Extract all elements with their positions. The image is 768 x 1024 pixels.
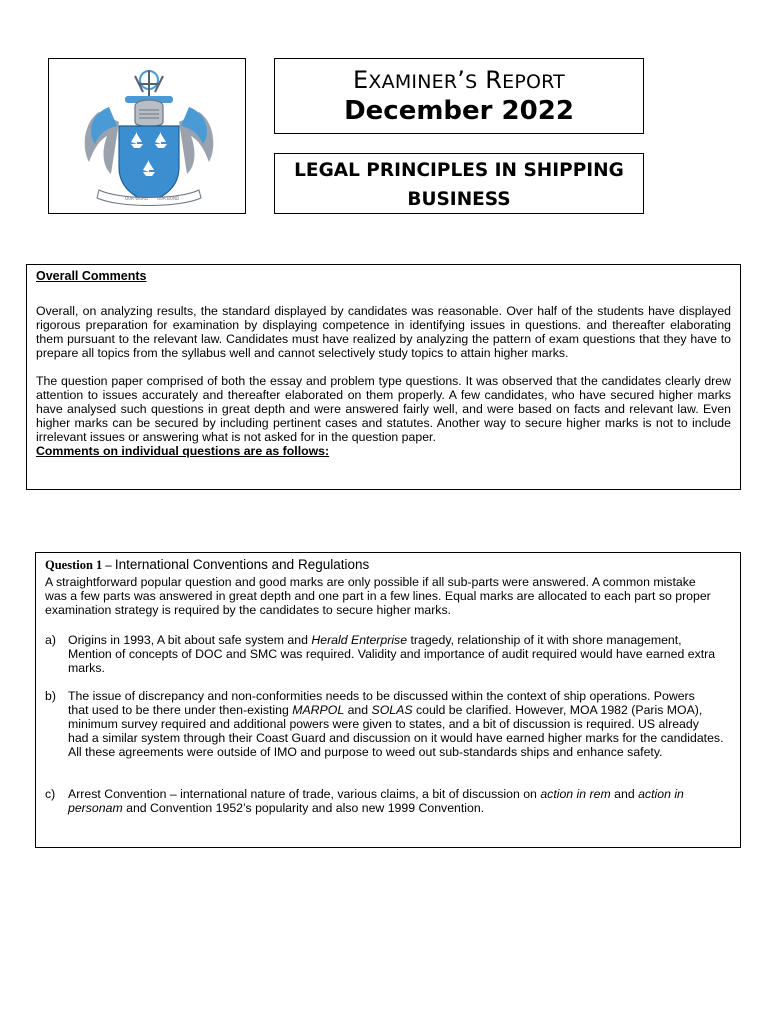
- intro-line: was a few parts was answered in great depth and one part in a few lines. Equal marks are allocated to each part so proper: [45, 589, 711, 603]
- text-run: and Convention 1952’s popularity and also new 1999 Convention.: [122, 801, 485, 815]
- overall-paragraph-2: The question paper comprised of both the essay and problem type questions. It was observed that the candidates clearly drew attention to issues accurately and thereafter elaborated on them properly. A few candidates, who have secured higher marks have analysed such questions in great depth and were answered fairly well, and were based on facts and relevant law. Even higher marks can be secured by including pertinent cases and statutes. Another way to secure higher marks is not to include irrelevant issues or answering what is not asked for in the question paper.: [36, 374, 731, 444]
- report-title-box: [274, 58, 644, 134]
- part-a-line-1: [68, 633, 740, 647]
- question-1-part-c: [45, 787, 740, 815]
- part-b-line-5: All these agreements were outside of IMO and purpose to weed out sub-standards ships and enhance safety.: [68, 745, 663, 759]
- part-c-line-1: [68, 787, 740, 801]
- overall-paragraph-1: Overall, on analyzing results, the standard displayed by candidates was reasonable. Over half of the students have displayed rigorous preparation for examination by displaying competence in identifying issues in questions. and thereafter elaborating them pursuant to the relevant law. Candidates must have realized by analyzing the pattern of exam questions that they have to prepare all topics from the syllabus well and cannot selectively study topics to attain higher marks.: [36, 304, 731, 360]
- intro-line: examination strategy is required by the candidates to secure higher marks.: [45, 603, 452, 617]
- part-b-line-1: The issue of discrepancy and non-conformities needs to be discussed within the context of ship operations. Powers: [68, 689, 695, 703]
- question-1-title: International Conventions and Regulations: [114, 557, 370, 572]
- report-title: [275, 66, 643, 94]
- part-b-line-2: [68, 703, 740, 717]
- text-run: could be clarified. However, MOA 1982 (Paris MOA),: [412, 703, 703, 717]
- text-run: tragedy, relationship of it with shore management,: [407, 633, 682, 647]
- subject-line-2: BUSINESS: [407, 189, 511, 210]
- subject-title-box: [274, 153, 644, 214]
- text-run: and: [610, 787, 639, 801]
- part-c-line-2: [68, 801, 740, 815]
- text-run: Origins in 1993, A bit about safe system and: [68, 633, 312, 647]
- logo-motto-left: OUR WORD: [125, 196, 149, 201]
- title-cap-r: R: [485, 66, 503, 94]
- part-b-line-4: had a similar system through their Coast Guard and discussion on it would have earned higher marks for the candidates.: [68, 731, 724, 745]
- question-1-number: Question 1 –: [45, 558, 115, 572]
- title-sc-s: S: [465, 71, 478, 93]
- question-1-section: [35, 552, 741, 848]
- subject-line-1: LEGAL PRINCIPLES IN SHIPPING: [294, 160, 624, 181]
- question-1-part-a: [45, 633, 740, 675]
- question-1-intro: [45, 575, 740, 617]
- overall-comments-heading: Overall Comments: [36, 269, 147, 283]
- solas-italic: SOLAS: [371, 703, 413, 717]
- action-in-italic: action in: [638, 787, 684, 801]
- title-sc-xaminer: XAMINER: [368, 71, 458, 93]
- personam-italic: personam: [68, 801, 123, 815]
- part-a-marker: a): [45, 633, 56, 647]
- action-in-rem-italic: action in rem: [540, 787, 611, 801]
- title-cap-e: E: [353, 66, 369, 94]
- question-1-part-b: [45, 689, 740, 759]
- part-c-marker: c): [45, 787, 56, 801]
- part-b-marker: b): [45, 689, 56, 703]
- part-a-line-3: marks.: [68, 661, 105, 675]
- institute-crest-logo: [79, 62, 219, 212]
- title-sc-eport: EPORT: [502, 71, 565, 93]
- report-date: December 2022: [344, 96, 574, 126]
- overall-comments-section: [26, 264, 741, 490]
- title-apostrophe: ’: [457, 66, 466, 94]
- text-run: and: [344, 703, 372, 717]
- question-1-heading: [45, 557, 740, 573]
- part-b-line-3: minimum survey required and additional powers were given to states, and a bit of discussion is required. US already: [68, 717, 699, 731]
- text-run: that used to be there under then-existing: [68, 703, 293, 717]
- individual-questions-intro: Comments on individual questions are as follows:: [36, 444, 330, 458]
- marpol-italic: MARPOL: [292, 703, 345, 717]
- text-run: Arrest Convention – international nature of trade, various claims, a bit of discussion on: [68, 787, 541, 801]
- logo-box: [48, 58, 246, 214]
- logo-motto-right: OUR BOND: [157, 196, 180, 201]
- part-a-line-2: Mention of concepts of DOC and SMC was required. Validity and importance of audit required would have earned extra: [68, 647, 716, 661]
- intro-line: A straightforward popular question and good marks are only possible if all sub-parts were answered. A common mistake: [45, 575, 696, 589]
- herald-enterprise-italic: Herald Enterprise: [311, 633, 408, 647]
